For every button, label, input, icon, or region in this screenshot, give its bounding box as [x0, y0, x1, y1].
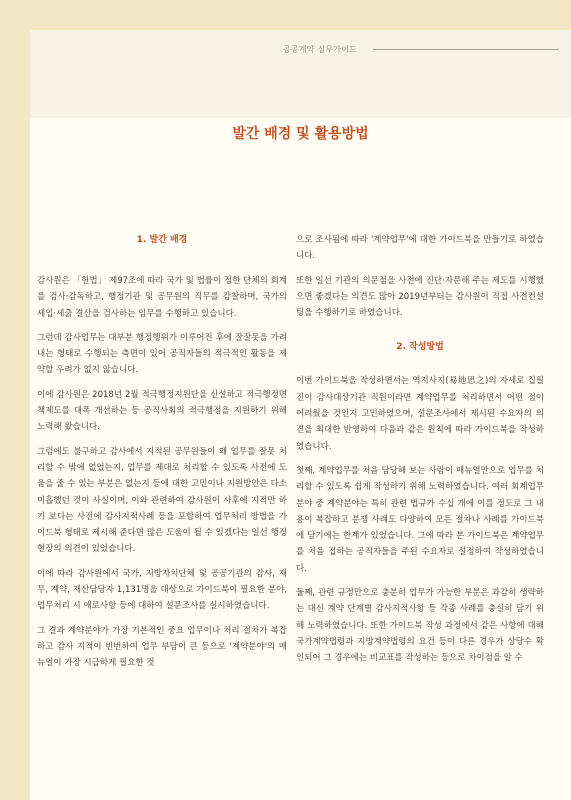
left-column [37, 232, 287, 680]
paragraph: 그런데 감사업무는 대부분 행정행위가 이루어진 후에 잘잘못을 가려내는 형태로 수행되는 측면이 있어 공직자들의 적극적인 활동을 제약할 우려가 없지 않습니다. [37, 332, 287, 376]
paragraph: 또한 일선 기관의 의문점을 사전에 진단·자문해 주는 제도를 시행했으면 좋겠다는 의견도 많아 2019년부터는 감사원이 직접 사전컨설팅을 수행하기로 하였습니다. [296, 275, 544, 319]
section-heading-background: 1. 발간 배경 [136, 235, 188, 245]
page-title: 발간 배경 및 활용방법 [232, 126, 369, 142]
right-column [296, 232, 544, 675]
section-heading-method: 2. 작성방법 [396, 342, 444, 353]
paragraph: 이에 따라 감사원에서 국가, 지방자치단체 및 공공기관의 감사, 재무, 계약, 재산담당자 1,131명을 대상으로 가이드북이 필요한 분야, 업무처리 시 애로사항 등에 대하여 설문조사를 실시하였습니다. [37, 568, 287, 612]
paragraph: 이번 가이드북을 작성하면서는 역지사지(易地思之)의 자세로 집필진이 감사대상기관 직원이라면 계약업무를 처리하면서 어떤 점이 어려웠을 것인지 고민하였으며, 설문조사에서 제시된 수요자의 의견을 최대한 반영하여 다음과 같은 원칙에 따라 가이드북을 작성하였습니다. [296, 376, 544, 452]
header-rule [373, 49, 559, 50]
document-page [30, 30, 571, 800]
paragraph: 그 결과 계약분야가 가장 기본적인 중요 업무이나 처리 절차가 복잡하고 감사 지적이 빈번하여 업무 부담이 큰 등으로 '계약분야'의 매뉴얼이 가장 시급하게 필요한 것 [37, 625, 287, 669]
paragraph: 그럼에도 불구하고 감사에서 지적된 공무원들이 왜 업무를 잘못 처리할 수 밖에 없었는지, 업무를 제대로 처리할 수 있도록 사전에 도움을 줄 수 있는 부분은 없는지 등에 대한 고민이나 지원방안은 다소 미흡했던 것이 사실이며, 이와 관련하여 감사원이 사후에 지적만 하기 보다는 사전에 감사지적사례 등을 포함하여 업무처리 방법을 가이드북 형태로 제시해 준다면 많은 도움이 될 수 있겠다는 일선 행정현장의 의견이 있었습니다. [37, 446, 287, 555]
running-head: 공공계약 실무가이드 [283, 45, 358, 54]
header-band [30, 30, 571, 118]
paragraph: 둘째, 관련 규정만으로 충분히 업무가 가능한 부분은 과감히 생략하는 대신 계약 단계별 감사지적사항 등 각종 사례를 충실히 담기 위해 노력하였습니다. 또한 가이드북 작성 과정에서 같은 사항에 대해 국가계약법령과 지방계약법령의 요건 등이 다른 경우가 상당수 확인되어 그 경우에는 비교표를 작성하는 등으로 차이점을 알 수 [296, 588, 544, 664]
paragraph: 감사원은 「헌법」 제97조에 따라 국가 및 법률이 정한 단체의 회계를 검사·감독하고, 행정기관 및 공무원의 직무를 감찰하며, 국가의 세입·세출 결산을 검사하는 임무를 수행하고 있습니다. [37, 276, 287, 319]
paragraph: 이에 감사원은 2018년 2월 적극행정지원단을 신설하고 적극행정면책제도를 대폭 개선하는 등 공직사회의 적극행정을 지원하기 위해 노력해 왔습니다. [37, 389, 287, 433]
paragraph: 첫째, 계약업무를 처음 담당해 보는 사람이 매뉴얼만으로 업무를 처리할 수 있도록 쉽게 작성하기 위해 노력하였습니다. 여러 회계업무 분야 중 계약분야는 특히 관련 법규가 수십 개에 이를 정도로 그 내용이 복잡하고 분쟁 사례도 다양하여 모든 절차나 사례를 가이드북에 담기에는 한계가 있었습니다. 그에 따라 본 가이드북은 계약업무를 처음 접하는 공직자들을 주된 수요자로 설정하여 작성하였습니다. [296, 465, 544, 574]
paragraph: 으로 조사됨에 따라 '계약업무'에 대한 가이드북을 만들기로 하였습니다. [296, 235, 544, 262]
